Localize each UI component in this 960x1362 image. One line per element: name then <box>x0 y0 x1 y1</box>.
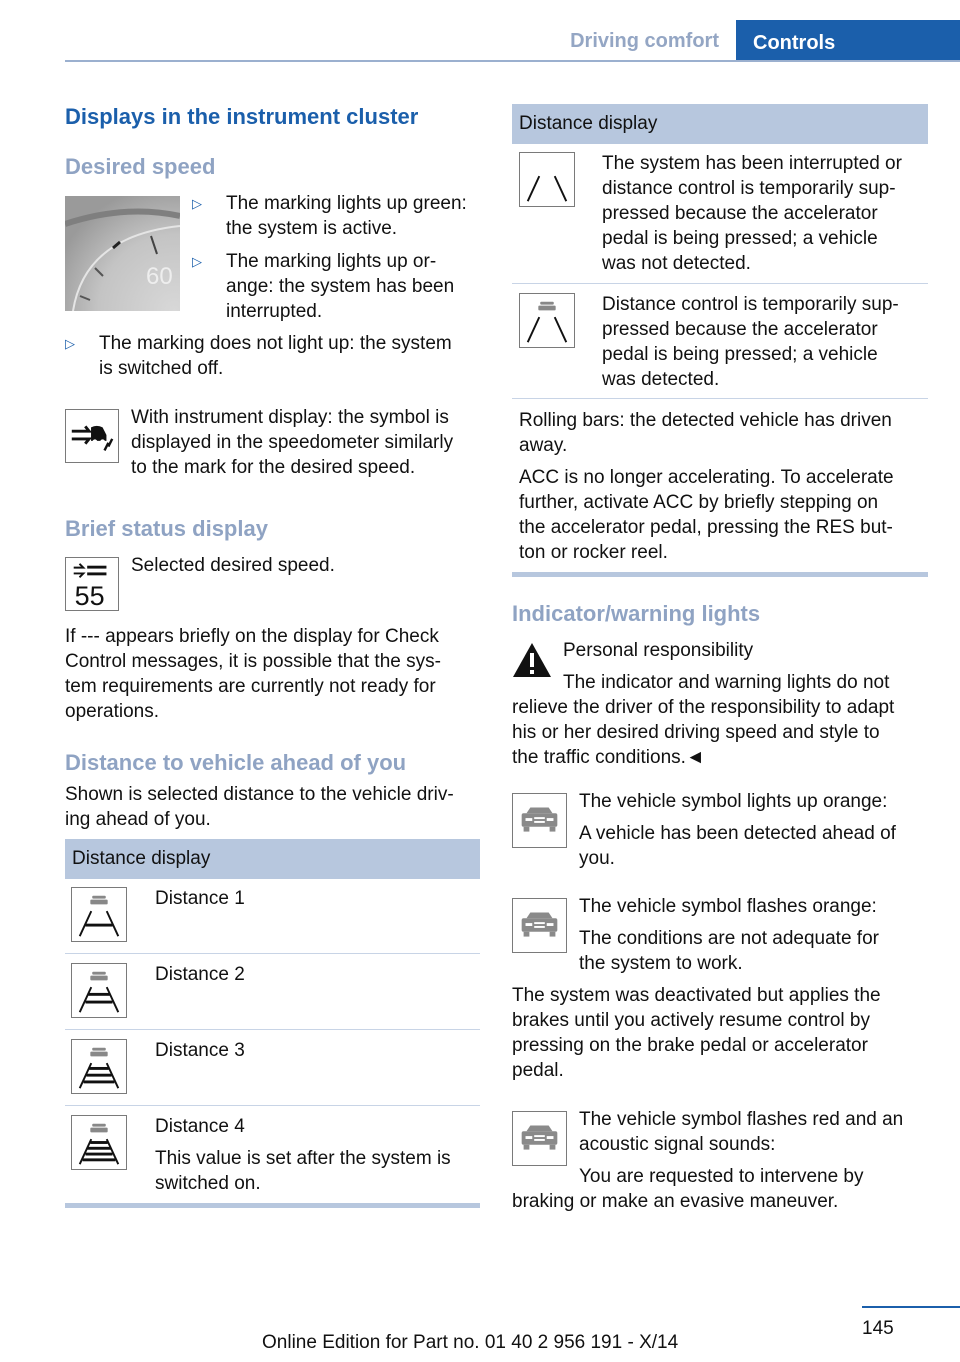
deactivated-text: The system was deactivated but applies the brakes until you actively resume control by pressing on the brake pedal or accelerator pedal. <box>512 985 881 1081</box>
red-text-first-line: You are requested to intervene by <box>579 1166 864 1187</box>
distance-4-label: Distance 4 <box>155 1116 245 1137</box>
vehicle-orange-icon <box>512 793 567 848</box>
warning-triangle-icon <box>512 642 552 678</box>
distance-4-note: This value is set after the system is switched on. <box>155 1148 451 1194</box>
heading-distance: Distance to vehicle ahead of you <box>65 750 407 775</box>
header-rule <box>65 60 960 62</box>
acc-text: ACC is no longer accelerating. To accelerate further, activate ACC by briefly stepping on the accelerator pedal, pressing the RES but- ton or rocker reel. <box>519 467 894 563</box>
distance-2-icon <box>71 963 127 1018</box>
bullet-triangle-icon: ▷ <box>65 336 75 351</box>
distance-4-icon <box>71 1115 127 1170</box>
brief-status-number: 55 <box>74 581 105 610</box>
distance-1-icon <box>71 887 127 942</box>
distance-intro: Shown is selected distance to the vehicle driv- ing ahead of you. <box>65 784 454 830</box>
warning-title: Personal responsibility <box>563 640 754 661</box>
brief-status-speed-icon <box>65 557 119 611</box>
header-section: Driving comfort <box>570 30 719 52</box>
instrument-display-text: With instrument display: the symbol is displayed in the speedometer similarly to the mark for the desired speed. <box>131 407 454 478</box>
row-divider <box>65 1105 480 1106</box>
orange-text: A vehicle has been detected ahead of you. <box>579 823 896 869</box>
flash-title: The vehicle symbol flashes orange: <box>579 896 877 917</box>
right-row-2-text: Distance control is temporarily sup- pressed because the accelerator pedal is being pressed; a vehicle was detected. <box>602 294 899 390</box>
flash-text: The conditions are not adequate for the system to work. <box>579 928 879 974</box>
gauge-number: 60 <box>146 263 173 290</box>
distance-suppressed-icon <box>519 293 575 348</box>
distance-1-label: Distance 1 <box>155 888 245 909</box>
red-text-rest: braking or make an evasive maneuver. <box>512 1191 839 1212</box>
distance-3-label: Distance 3 <box>155 1040 245 1061</box>
row-divider <box>512 283 928 284</box>
heading-brief-status: Brief status display <box>65 516 268 541</box>
bullet-triangle-icon: ▷ <box>192 196 202 211</box>
check-control-paragraph: If --- appears briefly on the display for Check Control messages, it is possible that the sys- tem requirements are currently not ready for operations. <box>65 626 441 722</box>
speedometer-image <box>65 196 180 311</box>
acc-speed-marker-icon <box>65 409 119 463</box>
page-title: Displays in the instrument cluster <box>65 104 419 129</box>
page-number: 145 <box>862 1318 894 1339</box>
distance-interrupted-icon <box>519 152 575 207</box>
header-chapter: Controls <box>736 20 960 62</box>
bullet-triangle-icon: ▷ <box>192 254 202 269</box>
right-row-1-text: The system has been interrupted or distance control is temporarily sup- pressed because the accelerator pedal is being pressed; a vehicle was not detected. <box>602 153 902 274</box>
heading-desired-speed: Desired speed <box>65 154 216 179</box>
row-divider <box>512 398 928 399</box>
row-divider <box>65 953 480 954</box>
brief-status-text: Selected desired speed. <box>131 555 335 576</box>
red-title: The vehicle symbol flashes red and an acoustic signal sounds: <box>579 1109 904 1155</box>
warning-text-first-line: The indicator and warning lights do not <box>563 672 890 693</box>
table-end-bar <box>512 572 928 577</box>
page-number-rule <box>862 1306 960 1308</box>
table-header: Distance display <box>512 104 928 144</box>
footer-edition: Online Edition for Part no. 01 40 2 956 191 - X/14 <box>262 1332 679 1353</box>
warning-text-rest: relieve the driver of the responsibility to adapt his or her desired driving speed and style to the traffic conditions.◄ <box>512 697 895 768</box>
distance-3-icon <box>71 1039 127 1094</box>
table-header: Distance display <box>65 839 480 879</box>
rolling-bars-text: Rolling bars: the detected vehicle has driven away. <box>519 410 892 456</box>
distance-2-label: Distance 2 <box>155 964 245 985</box>
vehicle-flashing-orange-icon <box>512 898 567 953</box>
table-end-bar <box>65 1203 480 1208</box>
row-divider <box>65 1029 480 1030</box>
heading-indicator-lights: Indicator/warning lights <box>512 601 761 626</box>
orange-title: The vehicle symbol lights up orange: <box>579 791 888 812</box>
vehicle-flashing-red-icon <box>512 1111 567 1166</box>
